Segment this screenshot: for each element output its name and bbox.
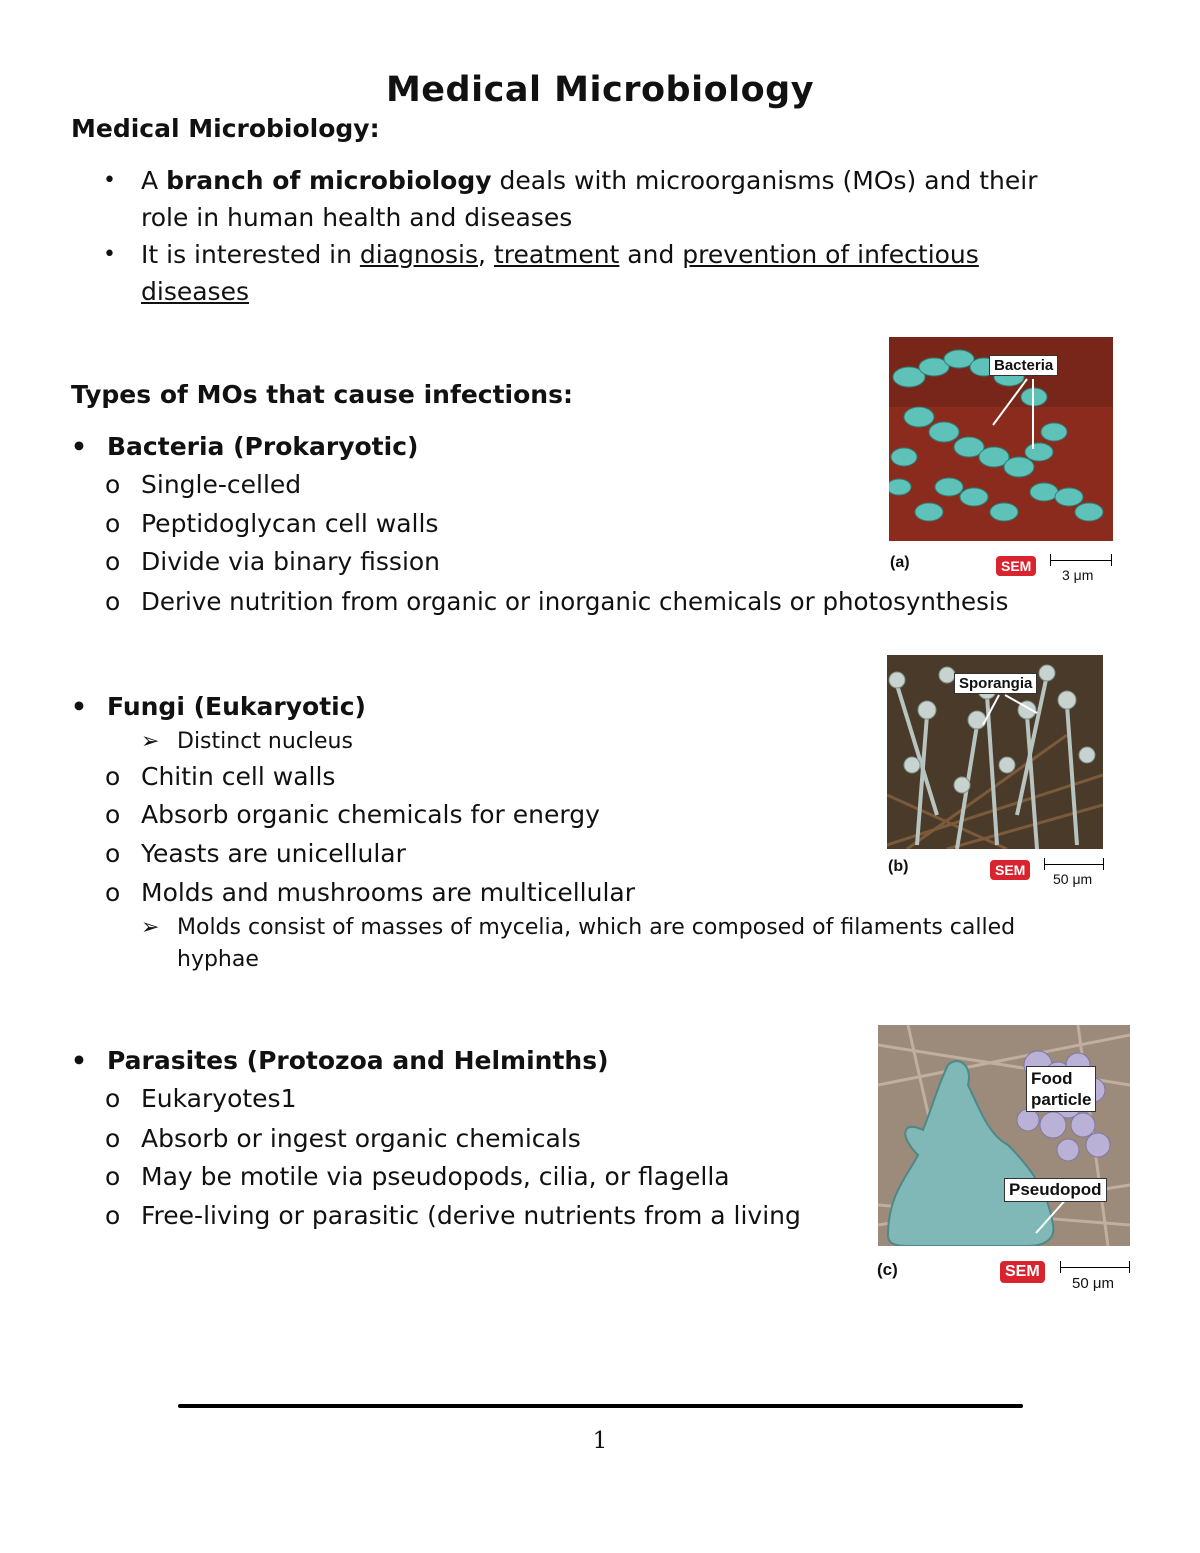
text: A [141,166,167,195]
parasites-item: Eukaryotes1 [141,1084,297,1113]
text: , [478,240,494,269]
scale-bar-tick [1044,858,1045,870]
sporangia-label: Sporangia [954,673,1037,694]
figure-caption: (a) [890,554,910,571]
underlined-text: treatment [493,240,620,269]
footer-divider [178,1404,1023,1408]
circle-bullet: o [105,547,121,576]
intro-bullet-1 [141,162,1151,236]
text: It is interested in [141,240,360,269]
text: deals with microorganisms (MOs) and their [491,166,1038,195]
circle-bullet: o [105,762,121,791]
sem-badge: SEM [990,860,1030,880]
parasites-item: May be motile via pseudopods, cilia, or flagella [141,1162,730,1191]
text: hyphae [177,947,259,972]
sem-badge: SEM [996,556,1036,576]
bacteria-item: Single-celled [141,470,302,499]
fungi-item: Molds and mushrooms are multicellular [141,878,636,907]
fungi-sub-item: Distinct nucleus [177,729,353,754]
text: Molds consist of masses of mycelia, which are composed of filaments called [177,915,1016,940]
fungi-item: Yeasts are unicellular [141,839,406,868]
bullet-dot: • [71,692,87,721]
scale-label: 3 μm [1062,567,1094,583]
bacteria-heading: Bacteria (Prokaryotic) [107,432,419,461]
underlined-text: prevention of infectious [682,240,979,269]
circle-bullet: o [105,587,121,616]
sem-badge: SEM [1000,1261,1045,1283]
bacteria-item: Peptidoglycan cell walls [141,509,439,538]
bacteria-item: Derive nutrition from organic or inorganic chemicals or photosynthesis [141,587,1009,616]
circle-bullet: o [105,470,121,499]
intro-heading: Medical Microbiology: [71,114,380,143]
amoeba-micrograph [878,1025,1130,1246]
circle-bullet: o [105,839,121,868]
bold-text: branch of microbiology [166,166,492,195]
page-number: 1 [592,1428,608,1454]
fungi-heading: Fungi (Eukaryotic) [107,692,366,721]
pseudopod-label: Pseudopod [1004,1178,1107,1202]
parasites-item: Free-living or parasitic (derive nutrients from a living [141,1201,801,1230]
bullet-dot: • [71,432,87,461]
arrow-bullet: ➢ [141,729,160,754]
scale-label: 50 μm [1072,1275,1114,1292]
scale-bar-tick [1060,1261,1061,1273]
circle-bullet: o [105,509,121,538]
intro-bullet-2 [141,236,1151,310]
text: role in human health and diseases [141,203,573,232]
scale-bar [1044,864,1104,865]
circle-bullet: o [105,1162,121,1191]
page-title: Medical Microbiology [385,70,815,110]
bacteria-label: Bacteria [989,355,1058,376]
underlined-text: diseases [141,277,249,306]
types-heading: Types of MOs that cause infections: [71,380,573,409]
fungi-item: Absorb organic chemicals for energy [141,800,600,829]
scale-label: 50 μm [1053,871,1093,887]
parasites-heading: Parasites (Protozoa and Helminths) [107,1046,609,1075]
underlined-text: diagnosis [359,240,479,269]
arrow-bullet: ➢ [141,915,160,940]
parasites-item: Absorb or ingest organic chemicals [141,1124,581,1153]
figure-caption: (c) [877,1260,898,1279]
fungi-item: Chitin cell walls [141,762,336,791]
figure-caption: (b) [888,858,909,875]
text: particle [1031,1090,1092,1109]
scale-bar-tick [1129,1261,1130,1273]
text: and [619,240,683,269]
circle-bullet: o [105,1084,121,1113]
bullet-dot: • [71,1046,87,1075]
scale-bar-tick [1111,554,1112,566]
circle-bullet: o [105,878,121,907]
fungi-sub-item-2 [177,912,1137,976]
bullet-dot: • [103,242,116,267]
text: Food [1031,1069,1073,1088]
scale-bar-tick [1103,858,1104,870]
food-particle-label [1026,1066,1096,1112]
scale-bar [1060,1267,1130,1268]
bacteria-item: Divide via binary fission [141,547,441,576]
scale-bar [1050,560,1112,561]
circle-bullet: o [105,1201,121,1230]
circle-bullet: o [105,1124,121,1153]
bullet-dot: • [103,168,116,193]
scale-bar-tick [1050,554,1051,566]
circle-bullet: o [105,800,121,829]
